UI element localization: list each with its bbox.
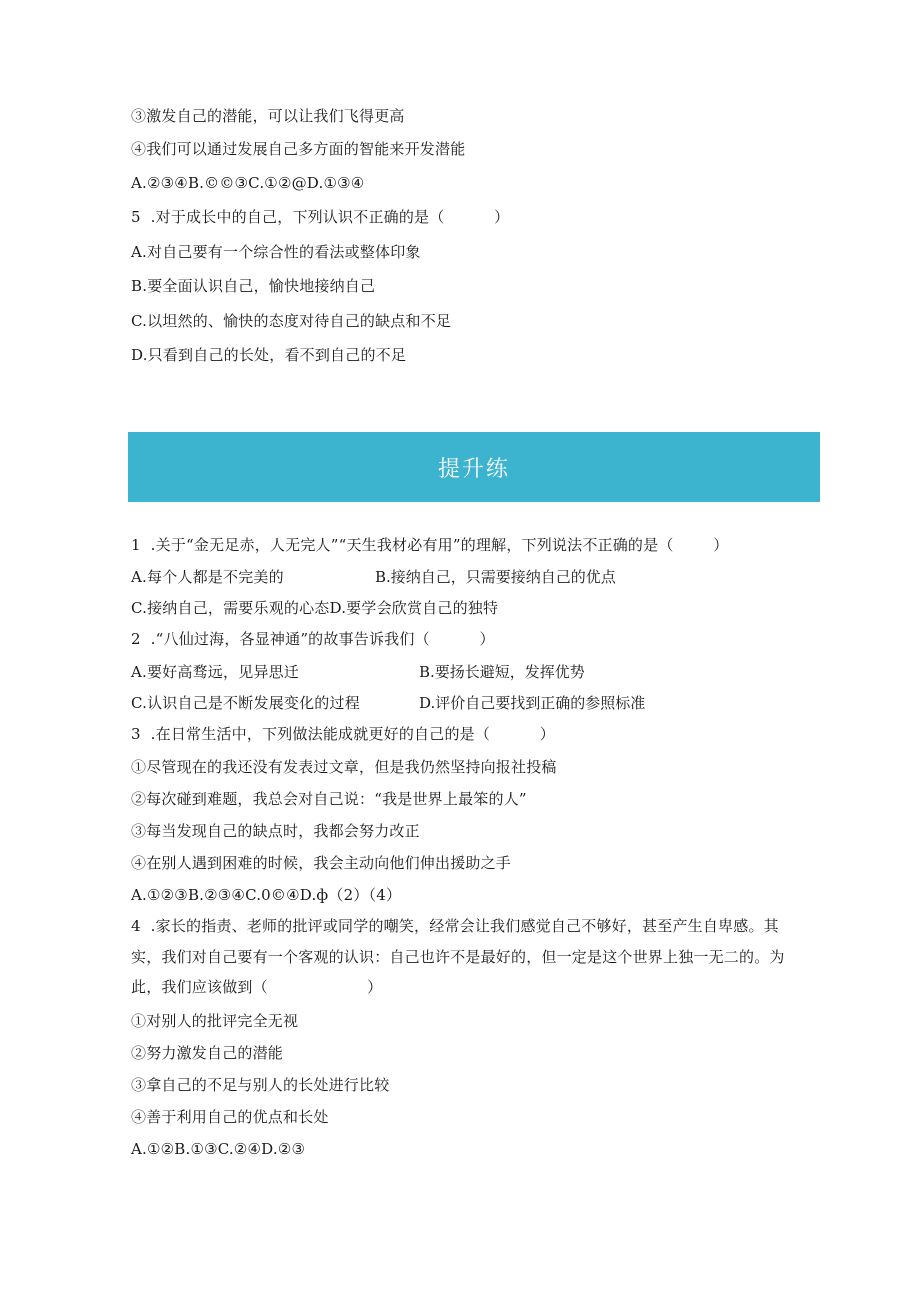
question-3-item-4: ④在别人遇到困难的时候，我会主动向他们伸出援助之手 [131,854,512,872]
question-2-option-b: B.要扬长避短，发挥优势 [419,663,585,681]
question-4-stem-line-3: 此，我们应该做到（ ） [131,978,383,996]
question-1-option-a: A.每个人都是不完美的 [131,568,284,586]
top-line-2: ④我们可以通过发展自己多方面的智能来开发潜能 [131,140,466,158]
section-title: 提升练 [437,456,510,482]
question-2-option-c: C.认识自己是不断发展变化的过程 [131,694,360,712]
question-4-item-4: ④善于利用自己的优点和长处 [131,1108,329,1126]
question-3-item-3: ③每当发现自己的缺点时，我都会努力改正 [131,822,420,840]
question-4-answers: A.①②B.①③C.②④D.②③ [131,1140,306,1158]
question-3-item-1: ①尽管现在的我还没有发表过文章，但是我仍然坚持向报社投稿 [131,758,557,776]
question-2-option-d: D.评价自己要找到正确的参照标准 [419,694,646,712]
question-3-stem: 3 .在日常生活中，下列做法能成就更好的自己的是（ ） [131,725,555,743]
question-1-option-cd: C.接纳自己，需要乐观的心态D.要学会欣赏自己的独特 [131,599,499,617]
question-3-answers: A.①②③B.②③④C.0©④D.ф（2）（4） [131,886,402,904]
question-5-option-c: C.以坦然的、愉快的态度对待自己的缺点和不足 [131,312,452,330]
question-5-option-d: D.只看到自己的长处，看不到自己的不足 [131,346,407,364]
question-3-item-2: ②每次碰到难题，我总会对自己说：“我是世界上最笨的人” [131,790,527,808]
question-4-stem-line-2: 实，我们对自己要有一个客观的认识：自己也许不是最好的，但一定是这个世界上独一无二的。为 [131,948,785,966]
question-2-stem: 2 .“八仙过海，各显神通”的故事告诉我们（ ） [131,630,495,648]
top-answer-options: A.②③④B.©©③C.①②@D.①③④ [131,174,365,192]
question-4-stem-line-1: 4 .家长的指责、老师的批评或同学的嘲笑，经常会让我们感觉自己不够好，甚至产生自卑感。其 [131,917,779,935]
question-2-option-a: A.要好高骛远，见异思迁 [131,663,300,681]
question-4-item-2: ②努力激发自己的潜能 [131,1044,284,1062]
top-line-1: ③激发自己的潜能，可以让我们飞得更高 [131,107,405,125]
question-5-option-b: B.要全面认识自己，愉快地接纳自己 [131,277,376,295]
question-4-item-1: ①对别人的批评完全无视 [131,1012,299,1030]
section-banner [128,432,820,502]
question-4-item-3: ③拿自己的不足与别人的长处进行比较 [131,1076,390,1094]
question-1-stem: 1 .关于“金无足赤，人无完人”“天生我材必有用”的理解，下列说法不正确的是（ ） [131,536,729,554]
question-5-stem: 5 .对于成长中的自己，下列认识不正确的是（ ） [131,208,510,226]
question-5-option-a: A.对自己要有一个综合性的看法或整体印象 [131,243,421,261]
question-1-option-b: B.接纳自己，只需要接纳自己的优点 [375,568,616,586]
